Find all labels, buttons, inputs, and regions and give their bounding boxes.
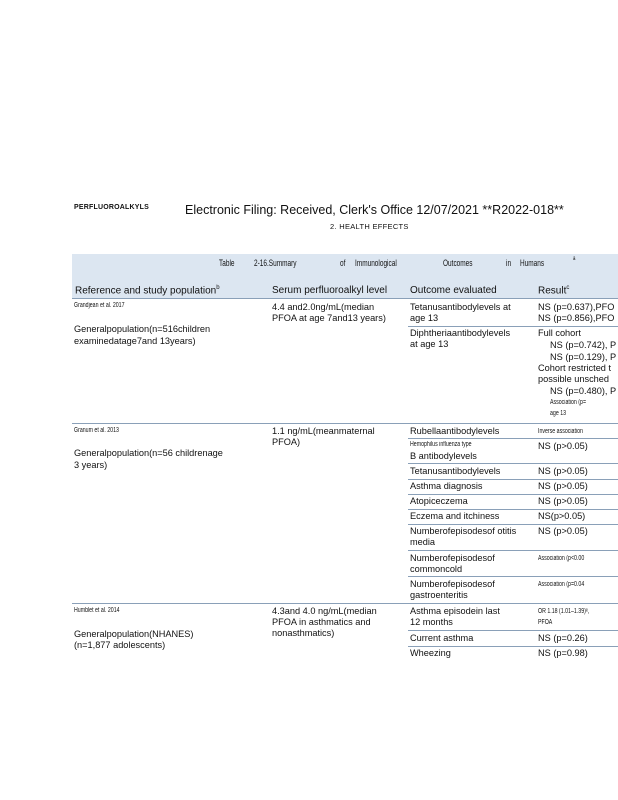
study-population: Generalpopulation(NHANES) xyxy=(74,629,194,639)
study-reference: Granum et al. 2013 xyxy=(74,427,119,434)
outcome-evaluated: gastroenteritis xyxy=(410,590,468,600)
column-header-result: Result$^c$ xyxy=(538,285,570,297)
result-value: NS (p>0.05) xyxy=(538,466,588,476)
result-value: NS (p=0.637),PFO xyxy=(538,302,615,312)
cell-divider xyxy=(408,326,618,327)
cell-divider xyxy=(408,576,618,577)
outcome-evaluated: Tetanusantibodylevels xyxy=(410,466,501,476)
result-value: NS (p>0.05) xyxy=(538,526,588,536)
column-header-outcome: Outcome evaluated xyxy=(410,285,497,296)
caption-word: Outcomes xyxy=(443,258,473,268)
study-population: 3 years) xyxy=(74,460,108,470)
cell-divider xyxy=(408,646,618,647)
outcome-evaluated: Rubellaantibodylevels xyxy=(410,426,500,436)
outcome-evaluated: B antibodylevels xyxy=(410,451,477,461)
result-value: OR 1.18 (1.01–1.39)ᵉ, xyxy=(538,608,590,615)
study-population: examinedatage7and 13years) xyxy=(74,336,196,346)
result-value: Cohort restricted t xyxy=(538,363,612,373)
outcome-evaluated: Current asthma xyxy=(410,633,474,643)
outcome-evaluated: media xyxy=(410,537,436,547)
outcome-evaluated: commoncold xyxy=(410,564,463,574)
outcome-evaluated: Numberofepisodesof otitis xyxy=(410,526,517,536)
study-reference: Grandjean et al. 2017 xyxy=(74,302,125,309)
result-value: NS (p=0.856),PFO xyxy=(538,313,615,323)
serum-level: PFOA at age 7and13 years) xyxy=(272,313,386,323)
column-header-reference: Reference and study population$^b$ xyxy=(75,285,220,297)
cell-divider xyxy=(408,550,618,551)
result-value: NS (p=0.742), P xyxy=(550,340,617,350)
outcome-evaluated: 12 months xyxy=(410,617,453,627)
filing-stamp: Electronic Filing: Received, Clerk's Office 12/07/2021 **R2022-018** xyxy=(185,203,564,217)
outcome-evaluated: at age 13 xyxy=(410,339,449,349)
outcome-evaluated: Numberofepisodesof xyxy=(410,553,495,563)
study-population: (n=1,877 adolescents) xyxy=(74,640,166,650)
result-value: Inverse association xyxy=(538,428,583,435)
result-value: Association (p= xyxy=(550,399,587,406)
caption-word: 2-16.Summary xyxy=(254,258,297,268)
result-value: NS (p>0.05) xyxy=(538,496,588,506)
cell-divider xyxy=(408,509,618,510)
result-value: age 13 xyxy=(550,410,567,417)
result-value: Association (p=0.04 xyxy=(538,581,585,588)
cell-divider xyxy=(408,630,618,631)
column-header-serum-level: Serum perfluoroalkyl level xyxy=(272,285,388,296)
caption-word: in xyxy=(506,258,512,268)
outcome-evaluated: Wheezing xyxy=(410,648,451,658)
result-value: NS (p>0.05) xyxy=(538,481,588,491)
result-value: NS (p=0.26) xyxy=(538,633,588,643)
result-value: PFOA xyxy=(538,619,553,626)
result-value: NS (p=0.480), P xyxy=(550,386,617,396)
outcome-evaluated: age 13 xyxy=(410,313,439,323)
outcome-evaluated: Diphtheriaantibodylevels xyxy=(410,328,511,338)
caption-footnote-mark: a xyxy=(573,256,576,262)
result-value: Association (p<0.00 xyxy=(538,555,585,562)
serum-level: 4.4 and2.0ng/mL(median xyxy=(272,302,375,312)
outcome-evaluated: Numberofepisodesof xyxy=(410,579,495,589)
cell-divider xyxy=(408,494,618,495)
outcome-evaluated: Tetanusantibodylevels at xyxy=(410,302,511,312)
running-title: PERFLUOROALKYLS xyxy=(74,204,149,211)
serum-level: 4.3and 4.0 ng/mL(median xyxy=(272,606,377,616)
row-divider xyxy=(72,423,618,424)
caption-word: Table xyxy=(219,258,235,268)
row-divider xyxy=(72,603,618,604)
outcome-evaluated: Eczema and itchiness xyxy=(410,511,500,521)
study-reference: Humblet et al. 2014 xyxy=(74,607,120,614)
result-value: NS (p=0.129), P xyxy=(550,352,617,362)
result-value: NS (p>0.05) xyxy=(538,441,588,451)
caption-word: Humans xyxy=(520,258,545,268)
serum-level: 1.1 ng/mL(meanmaternal xyxy=(272,426,375,436)
cell-divider xyxy=(408,479,618,480)
outcome-evaluated: Asthma diagnosis xyxy=(410,481,483,491)
result-value: Full cohort xyxy=(538,328,581,338)
study-population: Generalpopulation(n=516children xyxy=(74,324,211,334)
cell-divider xyxy=(408,438,618,439)
serum-level: PFOA in asthmatics and xyxy=(272,617,371,627)
serum-level: PFOA) xyxy=(272,437,301,447)
outcome-evaluated: Atopiceczema xyxy=(410,496,468,506)
caption-word: Immunological xyxy=(355,258,397,268)
caption-word: of xyxy=(340,258,346,268)
cell-divider xyxy=(408,463,618,464)
result-value: NS (p=0.98) xyxy=(538,648,588,658)
study-population: Generalpopulation(n=56 childrenage xyxy=(74,448,223,458)
result-value: NS(p>0.05) xyxy=(538,511,586,521)
outcome-evaluated: Hemophilus influenza type xyxy=(410,441,472,448)
serum-level: nonasthmatics) xyxy=(272,628,335,638)
outcome-evaluated: Asthma episodein last xyxy=(410,606,500,616)
section-heading: 2. HEALTH EFFECTS xyxy=(330,222,409,231)
cell-divider xyxy=(408,524,618,525)
result-value: possible unsched xyxy=(538,374,609,384)
